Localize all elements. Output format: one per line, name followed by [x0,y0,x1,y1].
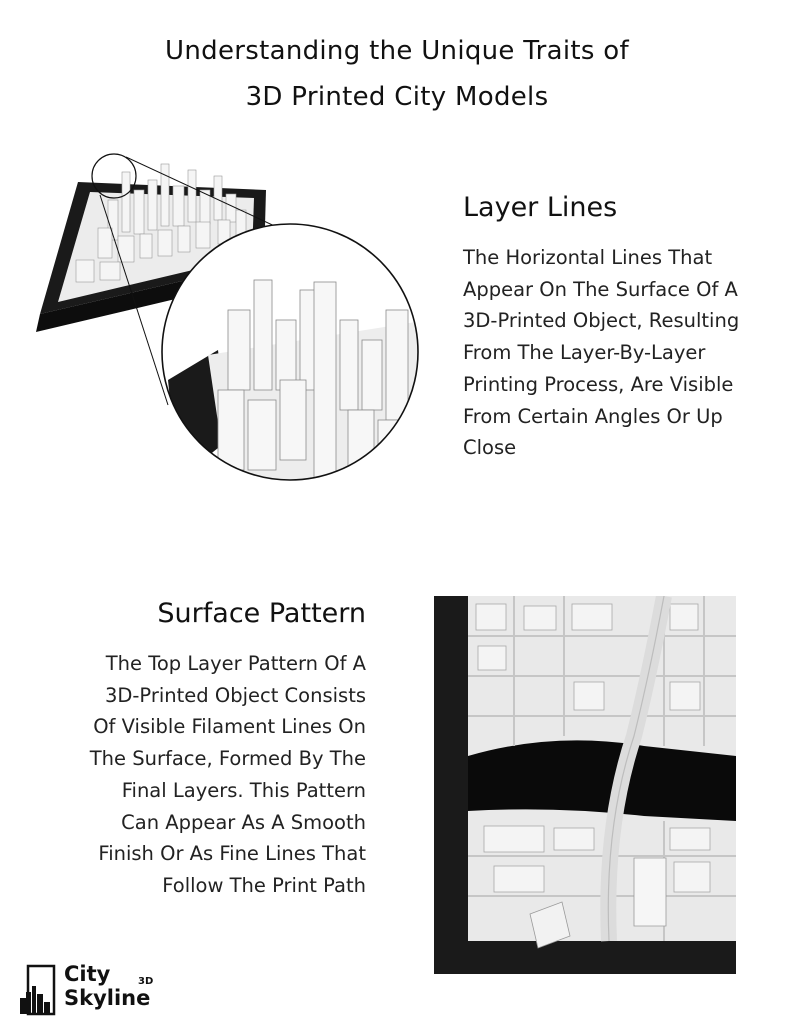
page-title-line-2: 3D Printed City Models [245,82,549,112]
surface-pattern-illustration [434,596,736,974]
surface-pattern-line: Follow The Print Path [162,873,366,897]
logo-word-city: City [64,962,111,986]
layer-lines-line: From The Layer-By-Layer [463,341,706,365]
surface-pattern-line: Can Appear As A Smooth [121,810,366,834]
page-title-line-1: Understanding the Unique Traits of [165,36,629,66]
skyline-logo-icon [18,962,58,1016]
layer-lines-line: Appear On The Surface Of A [463,277,738,301]
surface-pattern-line: The Top Layer Pattern Of A [105,652,366,675]
surface-pattern-line: The Surface, Formed By The [89,747,366,771]
page-title [0,28,794,120]
city-skyline-logo [18,958,168,1018]
layer-lines-line: 3D-Printed Object, Resulting [463,309,740,333]
layer-lines-illustration [28,150,428,515]
logo-suffix-3d: 3D [138,976,154,987]
layer-lines-line: Printing Process, Are Visible [463,372,734,396]
surface-pattern-line: Final Layers. This Pattern [121,778,366,802]
layer-lines-line: From Certain Angles Or Up [463,404,723,428]
surface-pattern-heading: Surface Pattern [157,598,366,629]
logo-word-skyline: Skyline [64,986,151,1010]
layer-lines-line: The Horizontal Lines That [463,246,713,269]
surface-pattern-description [90,648,366,902]
surface-pattern-line: Of Visible Filament Lines On [93,715,366,739]
surface-pattern-line: 3D-Printed Object Consists [104,683,366,707]
layer-lines-description [463,242,739,464]
surface-pattern-line: Finish Or As Fine Lines That [98,842,366,866]
layer-lines-line: Close [463,436,517,460]
layer-lines-heading: Layer Lines [463,192,618,223]
